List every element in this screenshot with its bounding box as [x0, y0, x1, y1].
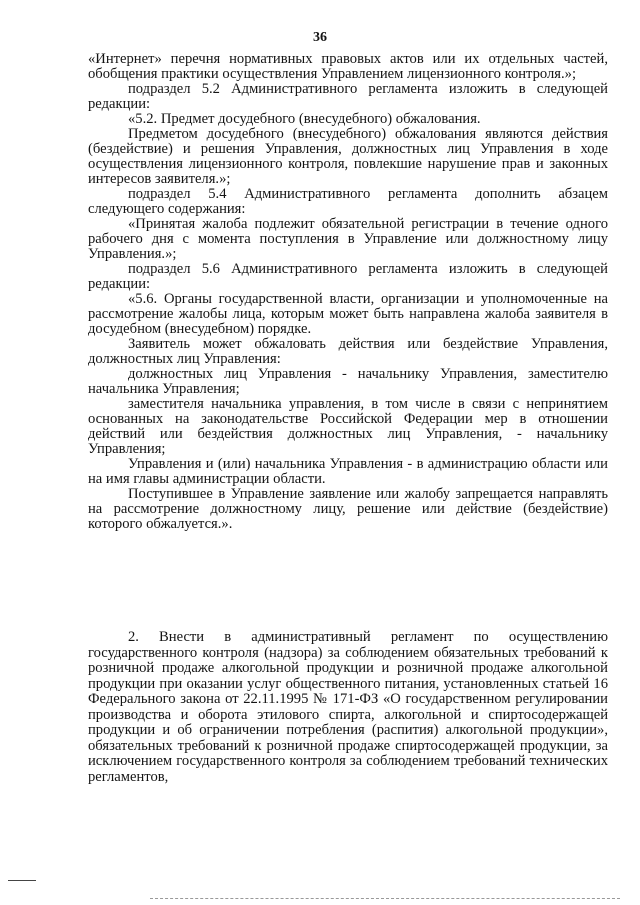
- paragraph-deputy-appeal: заместителя начальника управления, в том числе в связи с непринятием основанных на законодательстве Российской Федерации мер в отношении действий или бездействия должностных лиц Управления, - начальнику Управления;: [88, 396, 608, 457]
- paragraph-5-2-subject: Предметом досудебного (внесудебного) обжалования являются действия (бездействие) и решения Управления, должностных лиц Управления в ходе осуществления лицензионного контроля, повлекшие нарушение прав и законных интересов заявителя.»;: [88, 126, 608, 187]
- paragraph-officials-appeal: должностных лиц Управления - начальнику Управления, заместителю начальника Управления;: [88, 366, 608, 397]
- paragraph-subsection-5-6-intro: подраздел 5.6 Административного регламента изложить в следующей редакции:: [88, 261, 608, 292]
- page-number: 36: [313, 30, 327, 45]
- paragraph-subsection-5-2-intro: подраздел 5.2 Административного регламента изложить в следующей редакции:: [88, 81, 608, 112]
- paragraph-complaint-registration: «Принятая жалоба подлежит обязательной регистрации в течение одного рабочего дня с момента поступления в Управление или должностному лицу Управления.»;: [88, 216, 608, 262]
- section-2: [88, 630, 608, 785]
- paragraph-internet-list: «Интернет» перечня нормативных правовых актов или их отдельных частей, обобщения практики осуществления Управлением лицензионного контроля.»;: [88, 51, 608, 82]
- paragraph-head-appeal: Управления и (или) начальника Управления - в администрацию области или на имя главы администрации области.: [88, 456, 608, 487]
- paragraph-applicant-appeal: Заявитель может обжаловать действия или бездействие Управления, должностных лиц Управления:: [88, 336, 608, 367]
- paragraph-section-2: 2. Внести в административный регламент по осуществлению государственного контроля (надзора) за соблюдением обязательных требований к розничной продаже алкогольной продукции и розничной продаже алкогольной продукции при оказании услуг общественного питания, установленных статьей 16 Федерального закона от 22.11.1995 № 171-ФЗ «О государственном регулировании производства и оборота этилового спирта, алкогольной и спиртосодержащей продукции и об ограничении потребления (распития) алкогольной продукции», обязательных требований к розничной продаже спиртосодержащей продукции, за исключением государственного контроля за соблюдением требований технических регламентов,: [88, 629, 608, 785]
- scan-footer-rule: [150, 898, 620, 899]
- paragraph-5-6-authorities: «5.6. Органы государственной власти, организации и уполномоченные на рассмотрение жалобы лица, которым может быть направлена жалоба заявителя в досудебном (внесудебном) порядке.: [88, 291, 608, 337]
- paragraph-forbidden-referral: Поступившее в Управление заявление или жалобу запрещается направлять на рассмотрение должностному лицу, решение или действие (бездействие) которого обжалуется.».: [88, 486, 608, 532]
- paragraph-subsection-5-4-intro: подраздел 5.4 Административного регламента дополнить абзацем следующего содержания:: [88, 186, 608, 217]
- paragraph-5-2-heading: «5.2. Предмет досудебного (внесудебного) обжалования.: [128, 111, 481, 127]
- document-body: [88, 52, 608, 532]
- scan-corner-mark: [8, 880, 36, 881]
